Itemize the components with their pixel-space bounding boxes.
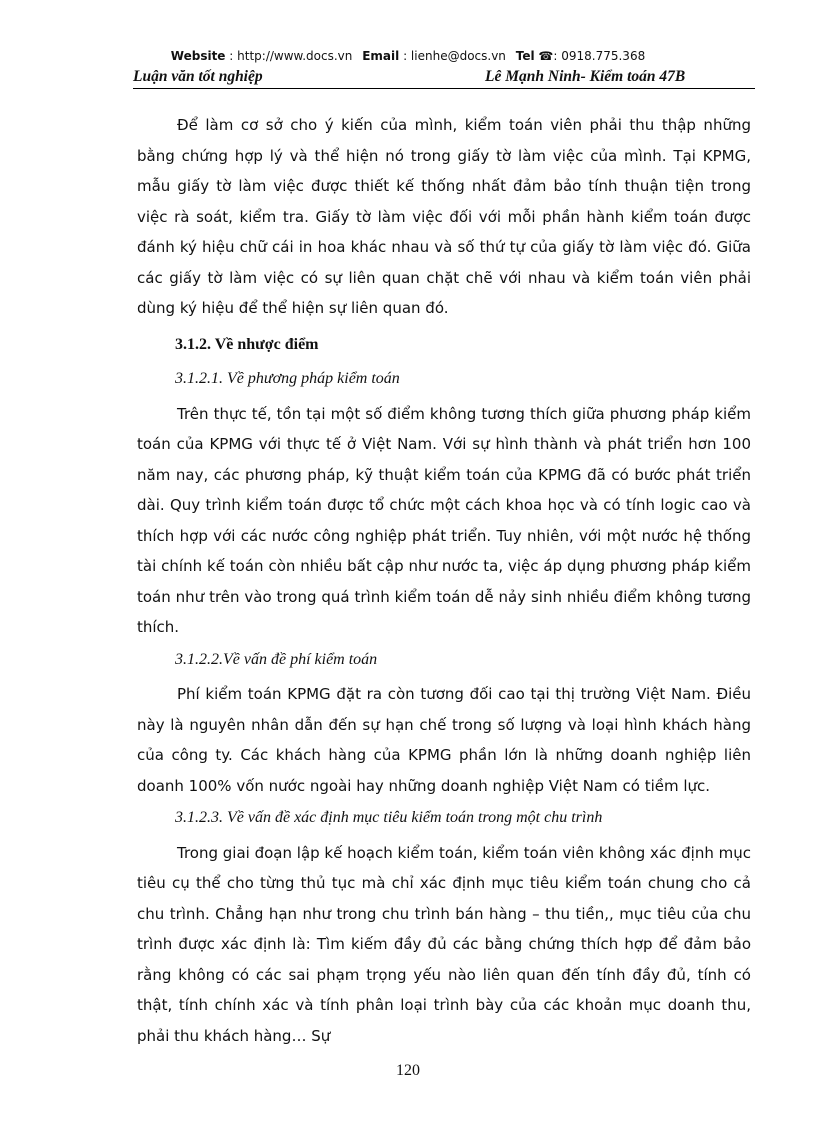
heading-3-1-2-2: 3.1.2.2.Về vấn đề phí kiểm toán [175,650,378,668]
document-body [137,110,751,1051]
email-value: : lienhe@docs.vn [403,49,506,63]
author-info: Lê Mạnh Ninh- Kiểm toán 47B [485,68,686,85]
tel-label: Tel [515,49,535,63]
phone-icon: ☎ [538,49,554,63]
tel-value: : 0918.775.368 [553,49,646,63]
heading-3-1-2-3: 3.1.2.3. Về vấn đề xác định mục tiêu kiểm toán trong một chu trình [175,809,603,826]
heading-3-1-2: 3.1.2. Về nhược điểm [175,335,319,353]
email-label: Email [362,49,400,63]
site-header [0,49,816,63]
heading-3-1-2-1: 3.1.2.1. Về phương pháp kiểm toán [175,370,400,387]
paragraph-audit-method: Trên thực tế, tồn tại một số điểm không tương thích giữa phương pháp kiểm toán của KPMG với thực tế ở Việt Nam. Với sự hình thành và phát triển hơn 100 năm nay, các phương pháp, kỹ thuật kiểm toán của KPMG đã có bước phát triển dài. Quy trình kiểm toán được tổ chức một cách khoa học và có tính logic cao và thích hợp với các nước công nghiệp phát triển. Tuy nhiên, với một nước hệ thống tài chính kế toán còn nhiều bất cập như nước ta, việc áp dụng phương pháp kiểm toán như trên vào trong quá trình kiểm toán dễ nảy sinh nhiều điểm không tương thích. [137,404,751,636]
paragraph-working-papers: Để làm cơ sở cho ý kiến của mình, kiểm toán viên phải thu thập những bằng chứng hợp lý và thể hiện nó trong giấy tờ làm việc của mình. Tại KPMG, mẫu giấy tờ làm việc được thiết kế thống nhất đảm bảo tính thuận tiện trong việc rà soát, kiểm tra. Giấy tờ làm việc đối với mỗi phần hành kiểm toán được đánh ký hiệu chữ cái in hoa khác nhau và số thứ tự của giấy tờ làm việc đó. Giữa các giấy tờ làm việc có sự liên quan chặt chẽ với nhau và kiểm toán viên phải dùng ký hiệu để thể hiện sự liên quan đó. [137,116,751,317]
thesis-title: Luận văn tốt nghiệp [133,68,263,85]
page-number: 120 [396,1062,420,1079]
paragraph-audit-fee: Phí kiểm toán KPMG đặt ra còn tương đối cao tại thị trường Việt Nam. Điều này là nguyên nhân dẫn đến sự hạn chế trong số lượng và loại hình khách hàng của công ty. Các khách hàng của KPMG phần lớn là những doanh nghiệp liên doanh 100% vốn nước ngoài hay những doanh nghiệp Việt Nam có tiềm lực. [137,685,751,795]
website-value: : http://www.docs.vn [229,49,353,63]
paragraph-audit-objective: Trong giai đoạn lập kế hoạch kiểm toán, kiểm toán viên không xác định mục tiêu cụ thể cho từng thủ tục mà chỉ xác định mục tiêu kiểm toán chung cho cả chu trình. Chẳng hạn như trong chu trình bán hàng – thu tiền,, mục tiêu của chu trình được xác định là: Tìm kiếm đầy đủ các bằng chứng thích hợp để đảm bảo rằng không có các sai phạm trọng yếu nào liên quan đến tính đầy đủ, tính có thật, tính chính xác và tính phân loại trình bày của các khoản mục doanh thu, phải thu khách hàng… Sự [137,843,751,1045]
website-label: Website [170,49,226,63]
document-header [133,68,755,89]
